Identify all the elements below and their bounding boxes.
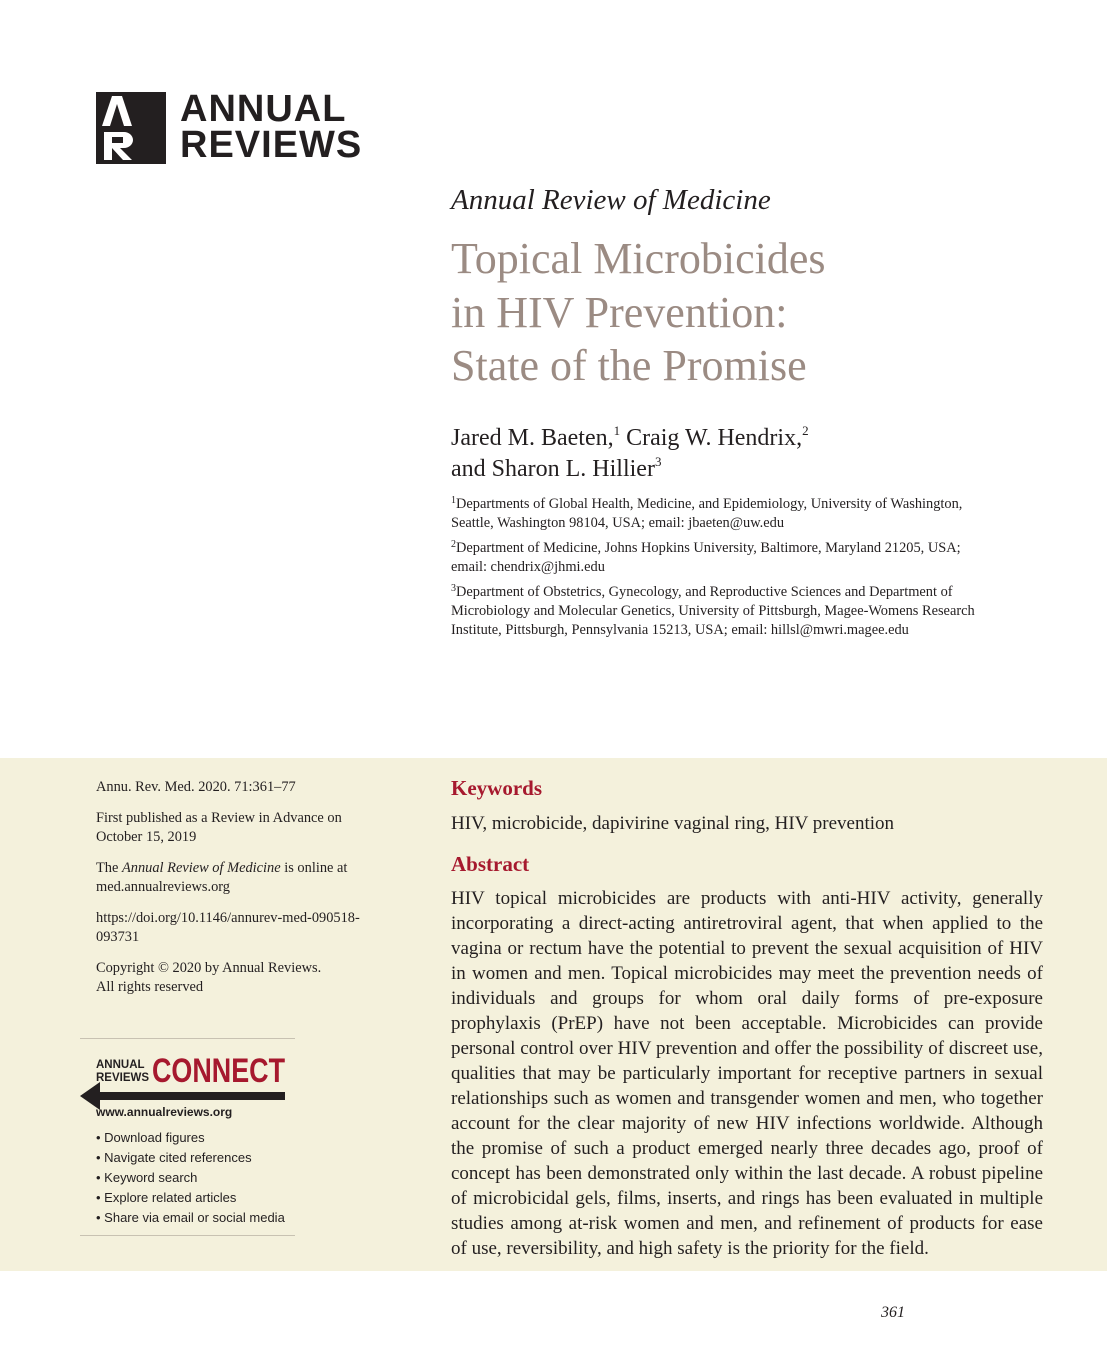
author-affil-marker: 1 [613,423,621,438]
author-list [451,423,809,485]
connect-feature-item: • Navigate cited references [96,1150,252,1165]
journal-url-link[interactable]: med.annualreviews.org [96,879,231,895]
published-line: October 15, 2019 [96,829,197,845]
online-notice [96,859,396,897]
journal-name: Annual Review of Medicine [451,184,771,216]
annual-reviews-logo [96,88,363,166]
publication-date [96,809,396,847]
author-name: and Sharon L. Hillier [451,456,655,482]
logo-line-annual: ANNUAL [180,88,347,130]
doi-link[interactable]: 093731 [96,929,140,945]
affiliation-line: email: chendrix@jhmi.edu [451,559,605,575]
logo-line-reviews: REVIEWS [180,124,363,166]
connect-feature-item: • Explore related articles [96,1190,237,1205]
connect-feature-item: • Share via email or social media [96,1210,285,1225]
published-line: First published as a Review in Advance on [96,810,342,826]
affiliation-item [451,495,1031,533]
connect-small-text: REVIEWS [96,1072,150,1084]
doi-link[interactable]: https://doi.org/10.1146/annurev-med-090518- [96,910,360,926]
doi [96,909,396,947]
affiliations [451,495,1031,646]
affiliation-line: Departments of Global Health, Medicine, and Epidemiology, University of Washington, [456,496,963,512]
affiliation-marker: 1 [451,495,456,506]
affiliation-line: Department of Medicine, Johns Hopkins University, Baltimore, Maryland 21205, USA; [456,540,961,556]
affiliation-marker: 2 [451,539,456,550]
affiliation-item [451,539,1031,577]
connect-feature-item: • Keyword search [96,1170,198,1185]
keywords-heading: Keywords [451,776,542,800]
keywords-text: HIV, microbicide, dapivirine vaginal ring, HIV prevention [451,813,895,834]
author-name: Jared M. Baeten, [451,425,614,451]
online-text: is online at [280,860,348,876]
connect-big-text: CONNECT [152,1052,286,1090]
connect-feature-list [96,1128,285,1228]
citation: Annu. Rev. Med. 2020. 71:361–77 [96,779,296,795]
title-line: State of the Promise [451,341,807,390]
article-metadata [96,778,396,1009]
article-title [451,232,1071,393]
affiliation-line: Microbiology and Molecular Genetics, University of Pittsburgh, Magee-Womens Research [451,603,975,619]
author-affil-marker: 2 [802,423,809,438]
page-number: 361 [881,1304,905,1321]
affiliation-marker: 3 [451,583,456,594]
online-journal: Annual Review of Medicine [121,860,281,876]
author-affil-marker: 3 [654,454,662,469]
abstract-text: HIV topical microbicides are products with anti-HIV activity, generally incorporating a direct-acting antiretroviral agent, that when applied to the vagina or rectum have the potential to prevent the sexual acquisition of HIV in women and men. Topical microbicides may meet the prevention needs of individuals and groups for whom oral daily forms of pre-exposure prophylaxis (PrEP) have not been acceptable. Microbicides can provide personal control over HIV prevention and offer the possibility of discreet use, qualities that may be particularly important for receptive partners in sexual relationships such as women and transgender women and men, who together account for the clear majority of new HIV infections worldwide. Although the promise of such a product emerged nearly three decades ago, proof of concept has been demonstrated only within the last decade. A robust pipeline of microbicidal gels, films, inserts, and rings has been evaluated in multiple studies among at-risk women and men, and refinement of products for ease of use, reversibility, and high safety is the priority for the field. [451,888,1043,1259]
affiliation-line: Department of Obstetrics, Gynecology, and Reproductive Sciences and Department of [456,584,953,600]
connect-url-link[interactable]: www.annualreviews.org [96,1105,233,1119]
affiliation-line: Seattle, Washington 98104, USA; email: jbaeten@uw.edu [451,515,785,531]
title-line: Topical Microbicides [451,234,826,283]
connect-small-text: ANNUAL [96,1059,145,1071]
abstract-heading: Abstract [451,852,530,876]
copyright-line: All rights reserved [96,979,204,995]
affiliation-line: Institute, Pittsburgh, Pennsylvania 15213, USA; email: hillsl@mwri.magee.edu [451,622,909,638]
online-text: The [96,860,122,876]
copyright [96,959,396,997]
author-name: Craig W. Hendrix, [626,425,803,451]
connect-feature-item: • Download figures [96,1130,205,1145]
title-line: in HIV Prevention: [451,287,788,337]
copyright-line: Copyright © 2020 by Annual Reviews. [96,960,322,976]
ar-logo-mark-icon [96,92,166,164]
annual-reviews-connect-box [80,1038,295,1236]
affiliation-item [451,583,1031,640]
